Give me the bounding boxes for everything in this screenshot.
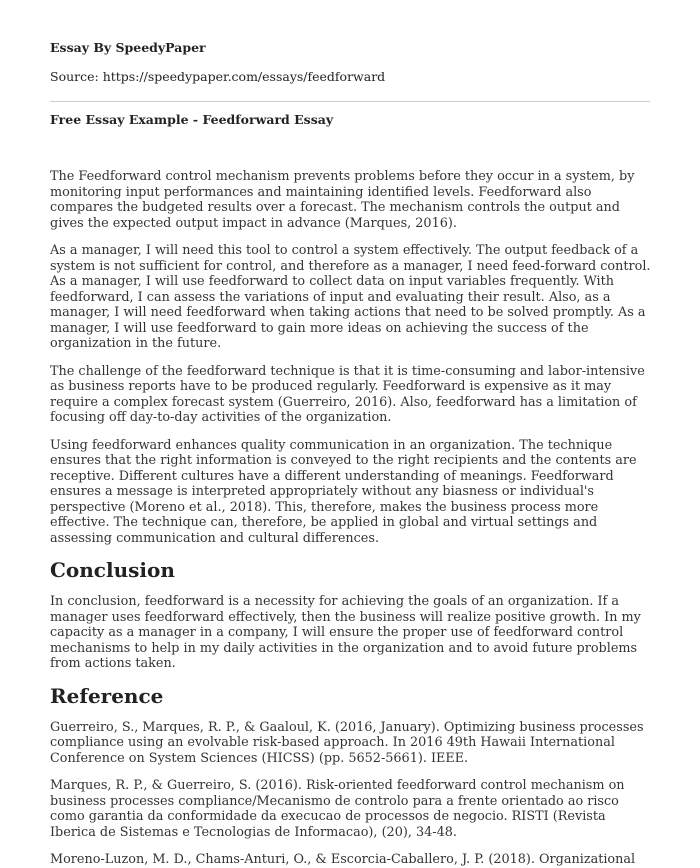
body-paragraph: The Feedforward control mechanism prevents problems before they occur in a system, by monitoring input performances and maintaining identified levels. Feedforward also compares the budgeted results over a forecast. The mechanism controls the output and gives the expected output impact in advance (Marques, 2016). xyxy=(50,169,635,231)
site-title: Essay By SpeedyPaper xyxy=(50,40,206,55)
reference-item: Moreno-Luzon, M. D., Chams-Anturi, O., & Escorcia-Caballero, J. P. (2018). Organizational xyxy=(50,852,636,867)
body-paragraph: As a manager, I will need this tool to control a system effectively. The output feedback of a system is not sufficient for control, and therefore as a manager, I need feed-forward control. As a manager, I will use feedforward to collect data on input variables frequently. With feedforward, I can assess the variations of input and evaluating their result. Also, as a manager, I will need feedforward when taking actions that need to be solved promptly. As a manager, I will use feedforward to gain more ideas on achieving the success of the organization in the future. xyxy=(50,243,651,351)
reference-heading: Reference xyxy=(50,683,164,708)
conclusion-paragraph: In conclusion, feedforward is a necessity for achieving the goals of an organization. If a manager uses feedforward effectively, then the business will realize positive growth. In my capacity as a manager in a company, I will ensure the proper use of feedforward control mechanisms to help in my daily activities in the organization and to avoid future problems from actions taken. xyxy=(50,594,641,671)
body-paragraph: The challenge of the feedforward technique is that it is time-consuming and labor-intensive as business reports have to be produced regularly. Feedforward is expensive as it may require a complex forecast system (Guerreiro, 2016). Also, feedforward has a limitation of focusing off day-to-day activities of the organization. xyxy=(50,363,645,425)
reference-item: Marques, R. P., & Guerreiro, S. (2016). Risk-oriented feedforward control mechanism on business processes compliance/Mecanismo de controlo para a frente orientado ao risco como garantia da conformidade da execucao de processos de negocio. RISTI (Revista Iberica de Sistemas e Tecnologias de Informacao), (20), 34-48. xyxy=(50,778,625,840)
header-divider xyxy=(50,101,650,102)
reference-item: Guerreiro, S., Marques, R. P., & Gaaloul, K. (2016, January). Optimizing business processes compliance using an evolvable risk-based approach. In 2016 49th Hawaii International Conference on System Sciences (HICSS) (pp. 5652-5661). IEEE. xyxy=(50,719,644,766)
essay-title: Free Essay Example - Feedforward Essay xyxy=(50,112,334,127)
conclusion-heading: Conclusion xyxy=(50,558,175,582)
source-line: Source: https://speedypaper.com/essays/feedforward xyxy=(50,69,386,84)
body-paragraph: Using feedforward enhances quality communication in an organization. The technique ensures that the right information is conveyed to the right recipients and the contents are receptive. Different cultures have a different understanding of meanings. Feedforward ensures a message is interpreted appropriately without any biasness or individual's perspective (Moreno et al., 2018). This, therefore, makes the business process more effective. The technique can, therefore, be applied in global and virtual settings and assessing communication and cultural differences. xyxy=(50,437,637,546)
